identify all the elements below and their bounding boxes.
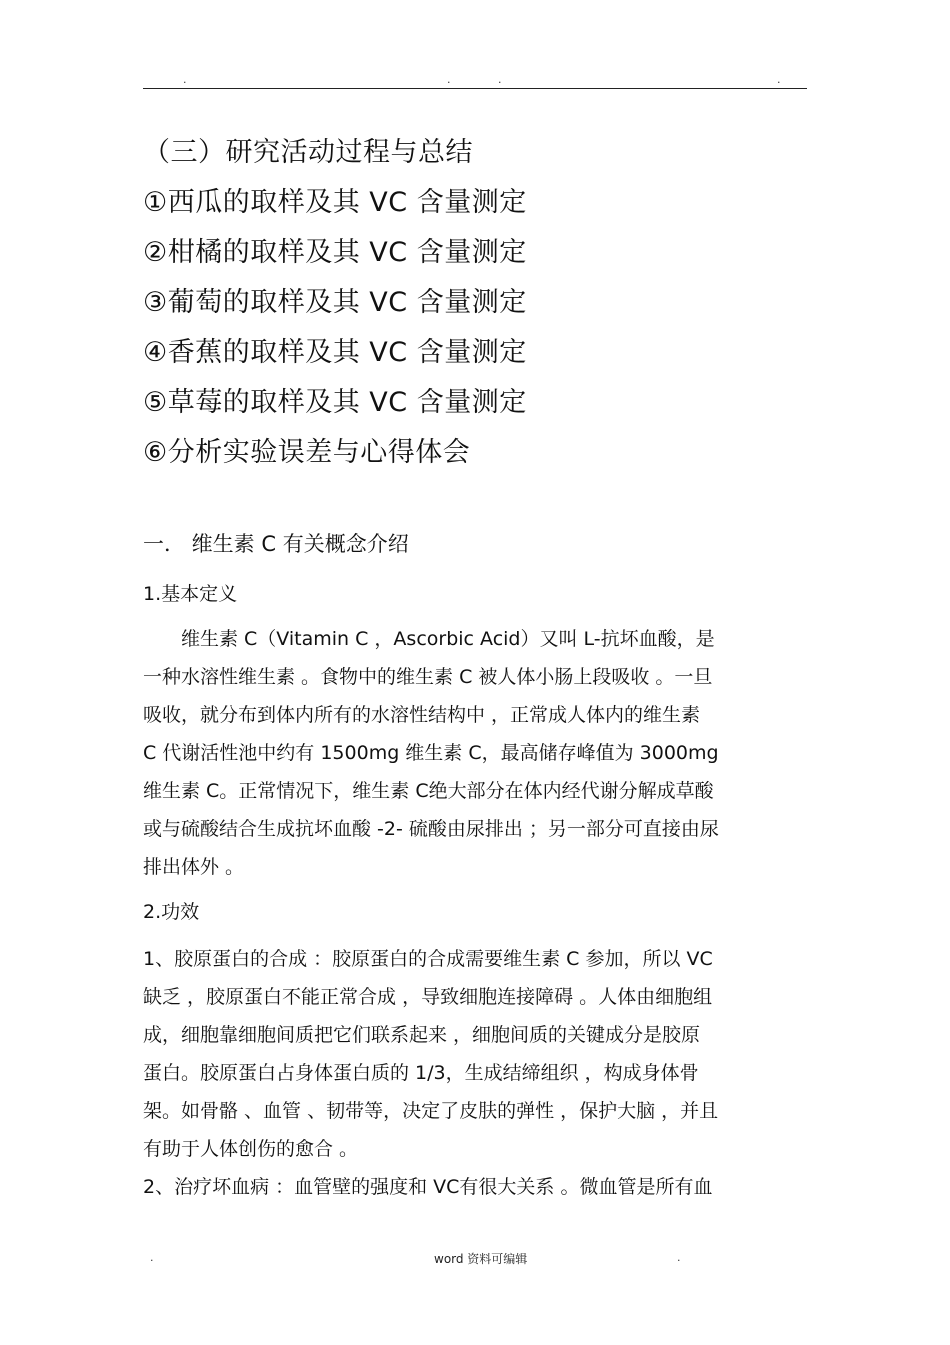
outline-item: ②柑橘的取样及其 VC 含量测定 bbox=[143, 237, 527, 268]
header-dot: . bbox=[777, 73, 781, 86]
text-line: 吸收，就分布到体内所有的水溶性结构中 ，正常成人体内的维生素 bbox=[143, 704, 701, 726]
subheading-effects: 2.功效 bbox=[143, 901, 200, 923]
outline-title: （三）研究活动过程与总结 bbox=[143, 137, 473, 168]
outline-item: ④香蕉的取样及其 VC 含量测定 bbox=[143, 337, 527, 368]
subheading-definition: 1.基本定义 bbox=[143, 583, 238, 605]
text-line: 有助于人体创伤的愈合 。 bbox=[143, 1138, 359, 1160]
paragraph-scurvy bbox=[143, 1168, 811, 1206]
text-line: 架。如骨骼 、血管 、韧带等，决定了皮肤的弹性 ，保护大脑 ，并且 bbox=[143, 1100, 719, 1122]
page-footer bbox=[0, 1250, 950, 1270]
outline-item: ①西瓜的取样及其 VC 含量测定 bbox=[143, 187, 527, 218]
outline-item: ③葡萄的取样及其 VC 含量测定 bbox=[143, 287, 527, 318]
paragraph-collagen bbox=[143, 940, 811, 1168]
text-line: 1、胶原蛋白的合成 ：胶原蛋白的合成需要维生素 C 参加，所以 VC bbox=[143, 948, 713, 970]
text-line: 或与硫酸结合生成抗坏血酸 -2- 硫酸由尿排出 ；另一部分可直接由尿 bbox=[143, 818, 719, 840]
header-rule bbox=[143, 88, 807, 89]
text-line: 维生素 C。正常情况下，维生素 C绝大部分在体内经代谢分解成草酸 bbox=[143, 780, 714, 802]
text-line: C 代谢活性池中约有 1500mg 维生素 C，最高储存峰值为 3000mg bbox=[143, 742, 719, 764]
text-line: 成，细胞靠细胞间质把它们联系起来 ，细胞间质的关键成分是胶原 bbox=[143, 1024, 701, 1046]
footer-text: word 资料可编辑 bbox=[434, 1252, 528, 1266]
text-line: 一种水溶性维生素 。食物中的维生素 C 被人体小肠上段吸收 。一旦 bbox=[143, 666, 713, 688]
paragraph-definition bbox=[143, 620, 811, 886]
text-line: 缺乏 ，胶原蛋白不能正常合成 ，导致细胞连接障碍 。人体由细胞组 bbox=[143, 986, 713, 1008]
outline-item: ⑤草莓的取样及其 VC 含量测定 bbox=[143, 387, 527, 418]
outline-item: ⑥分析实验误差与心得体会 bbox=[143, 437, 471, 468]
activity-outline bbox=[143, 128, 527, 478]
footer-dot: . bbox=[677, 1251, 681, 1264]
header-dot: . bbox=[498, 73, 502, 86]
header-dot: . bbox=[447, 73, 451, 86]
footer-dot: . bbox=[150, 1251, 154, 1264]
text-line: 蛋白。胶原蛋白占身体蛋白质的 1/3，生成结缔组织 ，构成身体骨 bbox=[143, 1062, 699, 1084]
section-heading: 一． 维生素 C 有关概念介绍 bbox=[143, 532, 409, 556]
text-line: 2、治疗坏血病 ：血管壁的强度和 VC有很大关系 。微血管是所有血 bbox=[143, 1176, 713, 1198]
text-line: 排出体外 。 bbox=[143, 856, 245, 878]
header-dot: . bbox=[183, 73, 187, 86]
text-line: 维生素 C（Vitamin C ，Ascorbic Acid）又叫 L-抗坏血酸，是 bbox=[143, 628, 715, 650]
